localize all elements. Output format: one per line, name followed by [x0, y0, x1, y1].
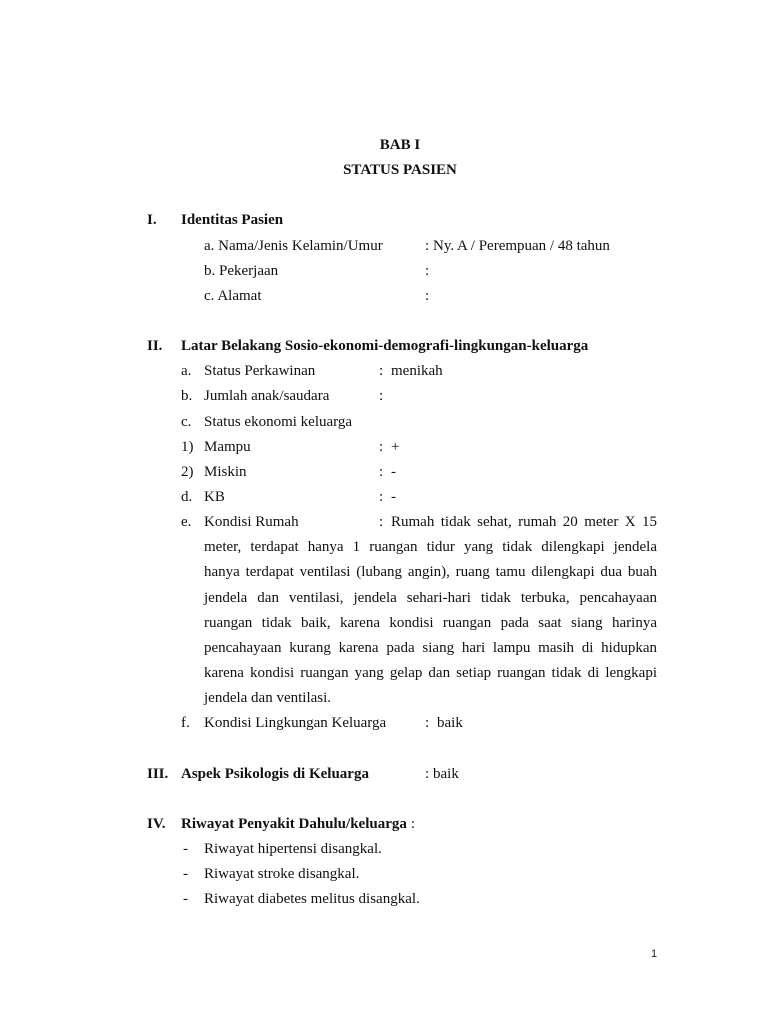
list-item [0, 862, 768, 887]
item-marker: b. [181, 388, 193, 405]
paragraph-last-line: jendela dan ventilasi. [204, 690, 332, 707]
colon-separator: : [425, 287, 430, 304]
identity-field-row [0, 259, 768, 284]
background-field-row [0, 384, 768, 409]
background-field-row [0, 410, 768, 435]
paragraph-row [0, 586, 768, 611]
paragraph-row [0, 535, 768, 560]
identity-field-row [0, 284, 768, 309]
field-label: Kondisi Lingkungan Keluarga [204, 715, 387, 732]
section-1-heading-row [0, 208, 768, 233]
section-4-heading-row [0, 812, 768, 837]
paragraph-line: jendela dan ventilasi, jendela sehari-hari tidak terbuka, pencahayaan [204, 589, 657, 606]
field-label: Status ekonomi keluarga [204, 413, 353, 430]
colon-separator: : [410, 815, 416, 832]
field-label: c. Alamat [204, 287, 262, 304]
section-title: Identitas Pasien [181, 212, 284, 229]
chapter-heading: BAB I [379, 137, 421, 153]
list-item [0, 887, 768, 912]
identity-field-row [0, 234, 768, 259]
paragraph-line: ruangan tidak baik, karena kondisi ruangan pada saat siang harinya [204, 614, 657, 631]
item-marker: d. [181, 488, 193, 505]
list-item [0, 837, 768, 862]
blank-line [0, 183, 768, 208]
section-numeral: II. [147, 338, 163, 355]
document-title: STATUS PASIEN [343, 162, 457, 179]
field-value: - [391, 463, 396, 480]
section-numeral: IV. [147, 815, 166, 832]
colon-separator: : [379, 514, 384, 531]
item-marker: 1) [181, 438, 194, 455]
field-label: Kondisi Rumah [204, 514, 299, 531]
field-value: baik [437, 715, 463, 732]
field-value: menikah [391, 363, 443, 380]
field-value: + [391, 438, 400, 455]
colon-separator: : [425, 715, 430, 732]
section-numeral: I. [147, 212, 157, 229]
field-label: Jumlah anak/saudara [204, 388, 330, 405]
section-heading-group [181, 812, 415, 837]
background-field-row [0, 711, 768, 736]
colon-separator: : [425, 262, 430, 279]
colon-separator: : [379, 463, 384, 480]
page-number: 1 [651, 948, 658, 960]
colon-separator: : [379, 363, 384, 380]
field-label: Mampu [204, 438, 251, 455]
item-marker: 2) [181, 463, 194, 480]
item-marker: a. [181, 363, 192, 380]
item-marker: e. [181, 514, 192, 531]
blank-line [0, 736, 768, 761]
background-field-row [0, 460, 768, 485]
bullet-dash: - [183, 891, 188, 908]
paragraph-line: hanya terdapat ventilasi (lubang angin), ruang tamu dilengkapi dua buah [204, 564, 657, 581]
blank-line [0, 787, 768, 812]
blank-line [0, 309, 768, 334]
paragraph-row [0, 661, 768, 686]
section-2-heading-row [0, 334, 768, 359]
background-field-row [0, 510, 768, 535]
paragraph-line: Rumah tidak sehat, rumah 20 meter X 15 [391, 514, 657, 531]
field-label: KB [204, 488, 225, 505]
list-item-text: Riwayat hipertensi disangkal. [204, 840, 382, 857]
bullet-dash: - [183, 866, 188, 883]
item-marker: c. [181, 413, 192, 430]
paragraph-row [0, 611, 768, 636]
chapter-heading-row [0, 133, 768, 158]
section-3-heading-row [0, 762, 768, 787]
field-value: baik [433, 765, 459, 782]
colon-separator: : [379, 388, 384, 405]
document-title-row [0, 158, 768, 183]
field-label: a. Nama/Jenis Kelamin/Umur [204, 237, 383, 254]
section-title: Aspek Psikologis di Keluarga [181, 765, 369, 782]
list-item-text: Riwayat diabetes melitus disangkal. [204, 891, 420, 908]
item-marker: f. [181, 715, 190, 732]
paragraph-row [0, 560, 768, 585]
field-label: b. Pekerjaan [204, 262, 279, 279]
paragraph-line: karena kondisi ruangan yang gelap dan setiap ruangan tidak di lengkapi [204, 664, 657, 681]
section-title: Latar Belakang Sosio-ekonomi-demografi-lingkungan-keluarga [181, 338, 589, 355]
colon-separator: : [379, 438, 384, 455]
background-field-row [0, 435, 768, 460]
section-title: Riwayat Penyakit Dahulu/keluarga [181, 815, 407, 832]
paragraph-row [0, 636, 768, 661]
list-item-text: Riwayat stroke disangkal. [204, 866, 360, 883]
bullet-dash: - [183, 840, 188, 857]
background-field-row [0, 485, 768, 510]
paragraph-row [0, 686, 768, 711]
field-label: Status Perkawinan [204, 363, 316, 380]
section-numeral: III. [147, 765, 169, 782]
field-value: - [391, 488, 396, 505]
colon-separator: : [425, 765, 430, 782]
colon-separator: : [379, 488, 384, 505]
field-label: Miskin [204, 463, 247, 480]
paragraph-line: meter, terdapat hanya 1 ruangan tidur yang tidak dilengkapi jendela [204, 539, 657, 556]
colon-separator: : [425, 237, 430, 254]
field-value: Ny. A / Perempuan / 48 tahun [433, 237, 610, 254]
background-field-row [0, 359, 768, 384]
paragraph-line: pencahayaan kurang karena pada siang hari lampu masih di hidupkan [204, 639, 657, 656]
document-page [0, 133, 768, 912]
